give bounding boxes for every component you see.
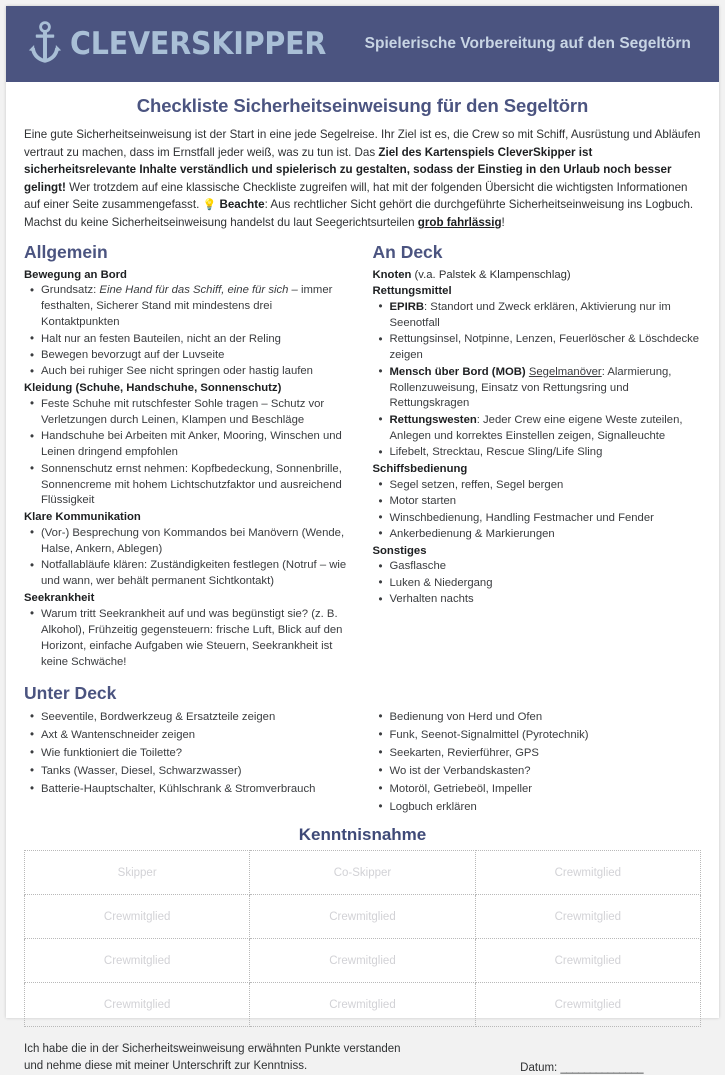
unter-deck-right	[373, 709, 702, 817]
unter-deck-left	[24, 709, 353, 817]
page-header	[6, 6, 719, 82]
group-list	[373, 559, 702, 608]
table-row	[25, 939, 701, 983]
group-title: Klare Kommunikation	[24, 511, 141, 524]
unter-deck-left-list	[24, 709, 353, 797]
list-item: • Batterie-Hauptschalter, Kühlschrank & Stromverbrauch	[41, 781, 353, 797]
document-page	[6, 6, 719, 1074]
confirmation-line-1: Ich habe die in der Sicherheitsweinweisung erwähnten Punkte verstanden	[24, 1043, 401, 1056]
group-title: Kleidung (Schuhe, Handschuhe, Sonnenschutz)	[24, 382, 282, 395]
date-field[interactable]	[520, 1062, 701, 1075]
page-title: Checkliste Sicherheitseinweisung für den Segeltörn	[136, 95, 589, 116]
header-tagline: Spielerische Vorbereitung auf den Segeltörn	[364, 34, 691, 52]
column-allgemein	[24, 238, 353, 672]
date-blank-line: ______________	[560, 1061, 643, 1074]
list-item: • Logbuch erklären	[390, 799, 702, 815]
unter-deck-columns	[24, 709, 701, 817]
signature-cell[interactable]: Co-Skipper	[250, 851, 475, 895]
date-label: Datum:	[520, 1061, 558, 1074]
section-heading-allgemein: Allgemein	[24, 241, 108, 262]
an-deck-groups	[373, 284, 702, 608]
confirmation-line-2: und nehme diese mit meiner Unterschrift zur Kenntniss.	[24, 1060, 308, 1073]
signature-cell[interactable]: Crewmitglied	[25, 939, 250, 983]
signature-cell[interactable]: Crewmitglied	[475, 895, 700, 939]
unter-deck-right-list	[373, 709, 702, 815]
list-item: • Seeventile, Bordwerkzeug & Ersatzteile zeigen	[41, 709, 353, 725]
list-item: • Halt nur an festen Bauteilen, nicht an der Reling	[41, 332, 353, 348]
list-item: • Segel setzen, reffen, Segel bergen	[390, 478, 702, 494]
list-item: • Ankerbedienung & Markierungen	[390, 527, 702, 543]
group-list	[24, 607, 353, 671]
table-row	[25, 895, 701, 939]
confirmation-text	[24, 1041, 520, 1074]
list-item: • Grundsatz: Eine Hand für das Schiff, eine für sich – immer festhalten, Sicherer Stand mit mindestens drei Kontaktpunkten	[41, 283, 353, 331]
list-item: • Tanks (Wasser, Diesel, Schwarzwasser)	[41, 763, 353, 779]
section-heading-an-deck: An Deck	[372, 241, 443, 262]
list-item: • Sonnenschutz ernst nehmen: Kopfbedeckung, Sonnenbrille, Sonnencreme mit hohem Lichtschutzfaktor und ausreichend Flüssigkeit	[41, 462, 353, 510]
signature-cell[interactable]: Crewmitglied	[475, 939, 700, 983]
signature-cell[interactable]: Crewmitglied	[250, 983, 475, 1027]
list-item: • Rettungsinsel, Notpinne, Lenzen, Feuerlöscher & Löschdecke zeigen	[390, 332, 702, 364]
signature-cell[interactable]: Crewmitglied	[250, 895, 475, 939]
group-list	[24, 397, 353, 509]
list-item: • Seekarten, Revierführer, GPS	[390, 745, 702, 761]
group-list	[24, 283, 353, 380]
section-unter-deck	[24, 683, 701, 817]
group-title: Bewegung an Bord	[24, 268, 127, 281]
list-item: • EPIRB: Standort und Zweck erklären, Aktivierung nur im Seenotfall	[390, 300, 702, 332]
signature-cell[interactable]: Crewmitglied	[25, 895, 250, 939]
list-item: • Gasflasche	[390, 559, 702, 575]
page-content	[6, 95, 719, 1075]
list-item: • Winschbedienung, Handling Festmacher und Fender	[390, 511, 702, 527]
table-row	[25, 983, 701, 1027]
list-item: • Auch bei ruhiger See nicht springen oder hastig laufen	[41, 364, 353, 380]
signature-cell[interactable]: Crewmitglied	[25, 983, 250, 1027]
list-item: • Bewegen bevorzugt auf der Luvseite	[41, 348, 353, 364]
list-item: • Mensch über Bord (MOB) Segelmanöver: Alarmierung, Rollenzuweisung, Einsatz von Rettungsring und Rettungskragen	[390, 365, 702, 413]
section-heading-unter-deck: Unter Deck	[24, 683, 117, 704]
table-row	[25, 851, 701, 895]
page-footer	[24, 1041, 701, 1074]
group-list	[373, 300, 702, 461]
list-item: • Bedienung von Herd und Ofen	[390, 709, 702, 725]
section-heading-kenntnisnahme: Kenntnisnahme	[298, 825, 427, 845]
list-item: • Warum tritt Seekrankheit auf und was begünstigt sie? (z. B. Alkohol), Frühzeitig gegensteuern: frische Luft, Blick auf den Horizont, einfache Aufgaben wie Steuern, Seekrankheit ist keine Schwäche!	[41, 607, 353, 671]
group-list	[24, 526, 353, 590]
anchor-icon	[28, 22, 62, 66]
signature-cell[interactable]: Crewmitglied	[475, 851, 700, 895]
group-list	[373, 478, 702, 543]
list-item: • Funk, Seenot-Signalmittel (Pyrotechnik)	[390, 727, 702, 743]
signature-cell[interactable]: Crewmitglied	[475, 983, 700, 1027]
list-item: • Notfallabläufe klären: Zuständigkeiten festlegen (Notruf – wie und wann, wer behält permanent Sichtkontakt)	[41, 558, 353, 590]
list-item: • Rettungswesten: Jeder Crew eine eigene Weste zuteilen, Anlegen und korrektes Einstellen zeigen, Signalleuchte	[390, 413, 702, 445]
main-columns	[24, 238, 701, 672]
list-item: • Motor starten	[390, 494, 702, 510]
group-title: Seekrankheit	[24, 592, 95, 605]
column-an-deck	[373, 238, 702, 672]
signature-cell[interactable]: Crewmitglied	[250, 939, 475, 983]
list-item: • Axt & Wantenschneider zeigen	[41, 727, 353, 743]
list-item: • Wo ist der Verbandskasten?	[390, 763, 702, 779]
group-title: Sonstiges	[372, 544, 427, 557]
list-item: • Handschuhe bei Arbeiten mit Anker, Mooring, Winschen und Leinen dringend empfohlen	[41, 429, 353, 461]
brand-block	[28, 22, 349, 66]
group-title: Rettungsmittel	[372, 285, 452, 298]
brand-name: CLEVERSKIPPER	[70, 26, 327, 62]
group-title-knoten: Knoten (v.a. Palstek & Klampenschlag)	[372, 268, 571, 281]
list-item: • Luken & Niedergang	[390, 576, 702, 592]
list-item: • (Vor-) Besprechung von Kommandos bei Manövern (Wende, Halse, Ankern, Ablegen)	[41, 526, 353, 558]
group-title: Schiffsbedienung	[372, 463, 468, 476]
allgemein-groups	[24, 268, 353, 671]
list-item: • Motoröl, Getriebeöl, Impeller	[390, 781, 702, 797]
list-item: • Lifebelt, Strecktau, Rescue Sling/Life Sling	[390, 445, 702, 461]
signature-cell[interactable]: Skipper	[25, 851, 250, 895]
list-item: • Feste Schuhe mit rutschfester Sohle tragen – Schutz vor Verletzungen durch Leinen, Klampen und Beschläge	[41, 397, 353, 429]
list-item: • Verhalten nachts	[390, 592, 702, 608]
intro-paragraph: Eine gute Sicherheitseinweisung ist der Start in eine jede Segelreise. Ihr Ziel ist es, die Crew so mit Schiff, Ausrüstung und Abläufen vertraut zu machen, dass im Ernstfall jeder weiß, was zu tun ist. Das Ziel des Kartenspiels CleverSkipper ist sicherheitsrelevante Inhalte verständlich und spielerisch zu gestalten, sodass der Einstieg in den Urlaub noch besser gelingt! Wer trotzdem auf eine klassische Checkliste zugreifen will, hat mit der folgenden Übersicht die wichtigsten Informationen auf einer Seite zusammengefasst. 💡 Beachte: Aus rechtlicher Sicht gehört die durchgeführte Sicherheitseinweisung ins Logbuch. Machst du keine Sicherheitseinweisung handelst du laut Seegerichtsurteilen grob fahrlässig!	[24, 128, 701, 230]
list-item: • Wie funktioniert die Toilette?	[41, 745, 353, 761]
signature-table	[24, 850, 701, 1027]
